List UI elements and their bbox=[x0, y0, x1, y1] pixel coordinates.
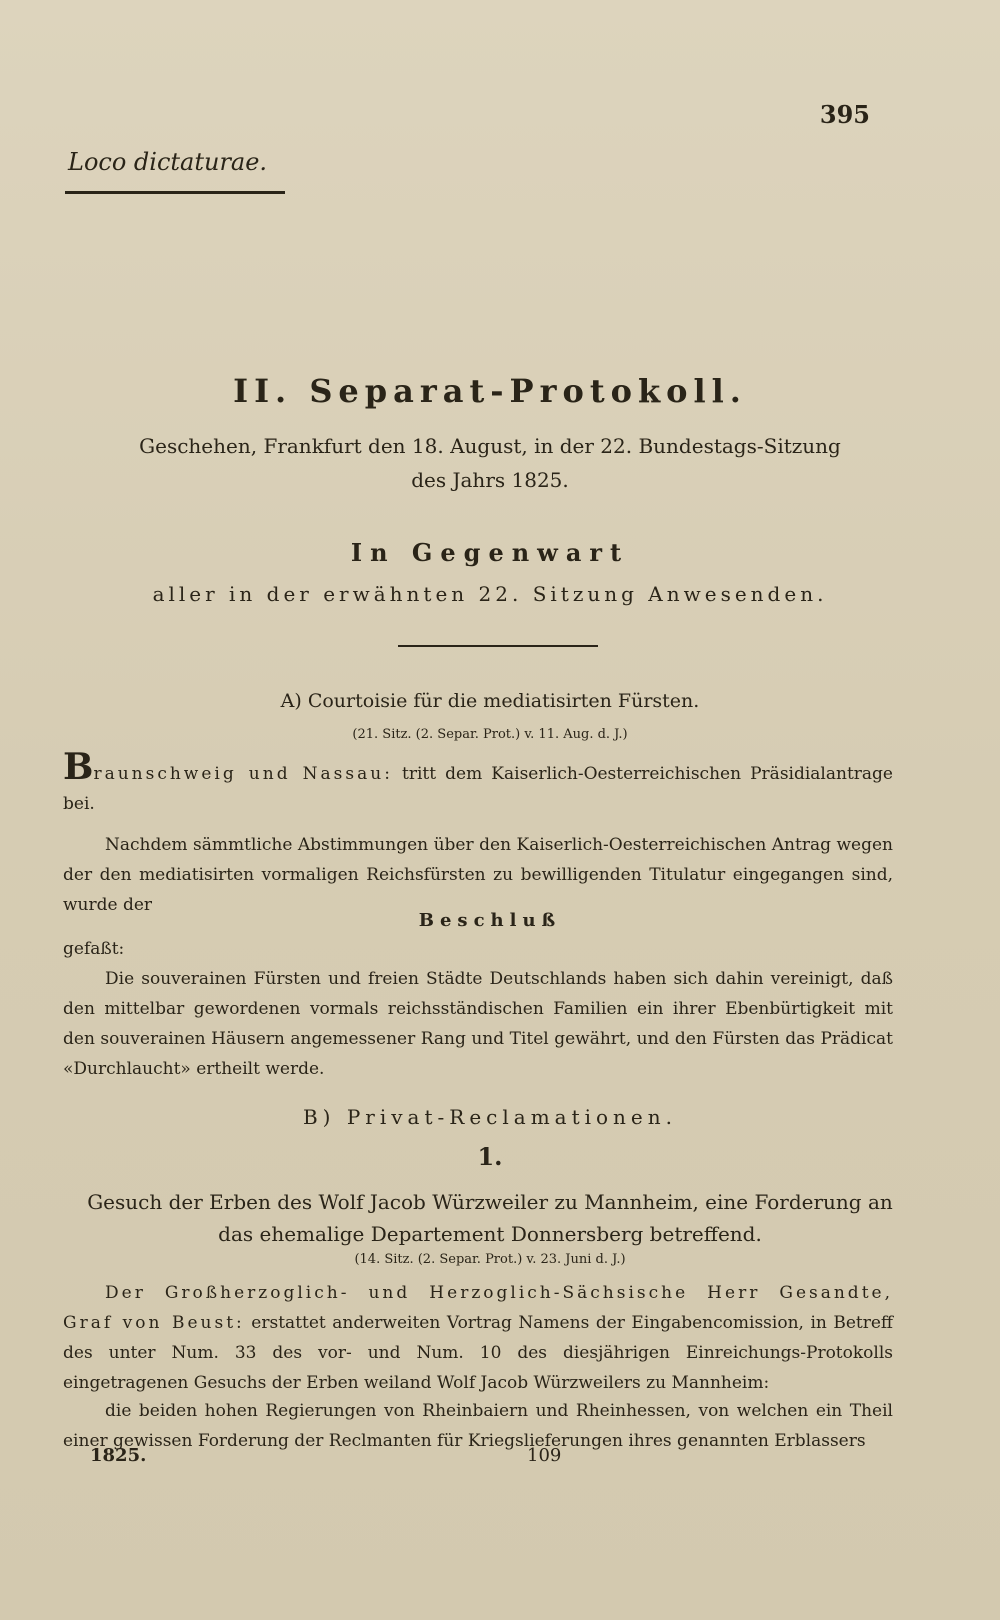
footer-sheet-number: 109 bbox=[527, 1445, 562, 1466]
item-number: 1. bbox=[477, 1142, 503, 1171]
section-b-title: B) Privat-Reclamationen. bbox=[302, 1105, 678, 1129]
section-divider bbox=[398, 645, 598, 647]
report-paragraph bbox=[63, 1278, 893, 1398]
resolution-heading: Beschluß bbox=[418, 910, 562, 931]
presence-heading: In Gegenwart bbox=[350, 538, 630, 567]
voting-states: raunschweig und Nassau: bbox=[93, 764, 393, 784]
protocol-subtitle-year: des Jahrs 1825. bbox=[411, 468, 569, 492]
vote-paragraph bbox=[63, 746, 893, 819]
votes-paragraph: Nachdem sämmtliche Abstimmungen über den Kaiserlich-Oesterreichischen Antrag wegen der den mediatisirten vormaligen Reichsfürsten zu bewilligenden Titulatur eingegangen sind, wurde der bbox=[63, 835, 893, 915]
presence-line: aller in der erwähnten 22. Sitzung Anwesenden. bbox=[152, 582, 828, 606]
header-note: Loco dictaturae. bbox=[68, 148, 268, 176]
resolution-text: Die souverainen Fürsten und freien Städte Deutschlands haben sich dahin vereinigt, daß den mittelbar gewordenen vormals reichsständischen Familien ein ihrer Ebenbürtigkeit mit den souverainen Häusern angemessener Rang und Titel gewährt, und den Fürsten das Prädicat «Durchlaucht» ertheilt werde. bbox=[63, 969, 893, 1079]
drop-cap: B bbox=[63, 746, 94, 788]
section-a-title: A) Courtoisie für die mediatisirten Fürsten. bbox=[280, 690, 700, 712]
page-number: 395 bbox=[819, 100, 870, 129]
report-text: erstattet anderweiten Vortrag Namens der Eingabencomission, in Betreff des unter Num. 33 des vor- und Num. 10 des diesjährigen Einreichungs-Protokolls eingetragenen Gesuchs der Erben weiland Wolf Jacob Würzweilers zu Mannheim: bbox=[63, 1313, 894, 1393]
section-a-reference: (21. Sitz. (2. Separ. Prot.) v. 11. Aug. d. J.) bbox=[352, 727, 628, 742]
petition-reference: (14. Sitz. (2. Separ. Prot.) v. 23. Juni d. J.) bbox=[354, 1252, 626, 1267]
header-rule bbox=[65, 191, 285, 194]
protocol-title: II. Separat-Protokoll. bbox=[233, 372, 747, 410]
footer-year: 1825. bbox=[90, 1445, 147, 1466]
petition-title: Gesuch der Erben des Wolf Jacob Würzweiler zu Mannheim, eine Forderung an das ehemalige Departement Donnersberg betreffend. bbox=[87, 1190, 893, 1246]
resolution-adopted: gefaßt: bbox=[63, 939, 125, 959]
envoy-name: Der Großherzoglich- und Herzoglich-Sächsische Herr Gesandte, Graf von Beust: bbox=[63, 1283, 893, 1333]
governments-paragraph: die beiden hohen Regierungen von Rheinbaiern und Rheinhessen, von welchen ein Theil einer gewissen Forderung der Reclmanten für Kriegslieferungen ihres genannten Erblassers bbox=[63, 1401, 893, 1451]
protocol-subtitle: Geschehen, Frankfurt den 18. August, in der 22. Bundestags-Sitzung bbox=[139, 434, 841, 458]
vote-text: tritt dem Kaiserlich-Oesterreichischen Präsidialantrage bei. bbox=[63, 764, 893, 814]
